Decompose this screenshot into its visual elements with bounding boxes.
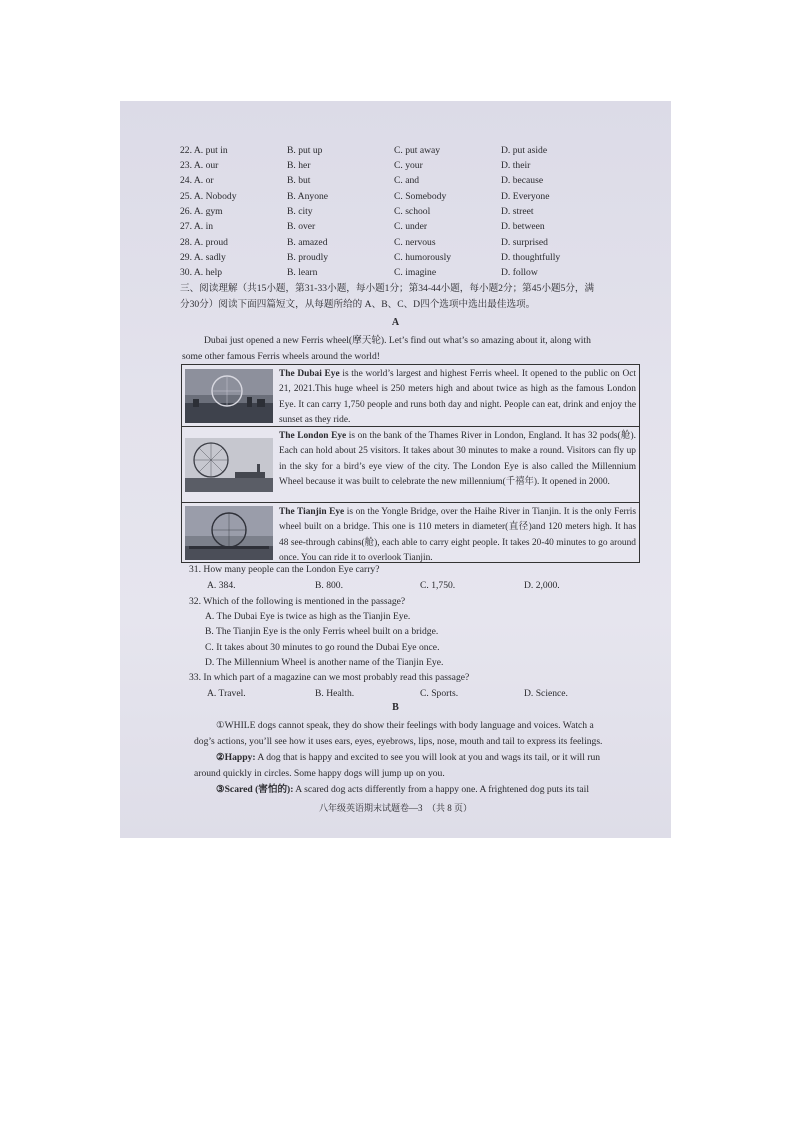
option-choice: B. Anyone [287,191,329,202]
question-31-options: A. 384. B. 800. C. 1,750. D. 2,000. [207,580,560,591]
dubai-eye-photo [185,369,273,423]
option-choice: C. humorously [394,252,452,263]
question-32-option-a: A. The Dubai Eye is twice as high as the Tianjin Eye. [205,611,411,622]
option-row [120,145,671,160]
option-row [120,191,671,206]
option-choice: B. amazed [287,237,328,248]
option-choice: 22. A. put in [180,145,228,156]
option-choice: 28. A. proud [180,237,228,248]
option-choice: D. Everyone [501,191,550,202]
option-choice: D. put aside [501,145,548,156]
option-choice: C. put away [394,145,441,156]
option-row [120,160,671,175]
option-choice: 24. A. or [180,175,214,186]
option-choice: B. city [287,206,313,217]
question-32-option-b: B. The Tianjin Eye is the only Ferris wheel built on a bridge. [205,626,439,637]
tianjin-eye-text: The Tianjin Eye is on the Yongle Bridge, over the Haihe River in Tianjin. It is the only Ferris wheel built on a bridge. This one is 110 meters in diameter(直径)and 120 meters high. It has 48 see-through cabins(舱), each able to carry eight people. It takes 20-40 minutes to go around once. You can ride it to overlook Tianjin. [279,507,636,563]
option-choice: C. imagine [394,267,437,278]
london-eye-box [181,426,640,504]
option-row [120,221,671,236]
passage-a-label: A [391,317,400,328]
option-choice: C. school [394,206,431,217]
london-eye-photo [185,437,273,493]
option-choice: C. and [394,175,420,186]
option-choice: B. her [287,160,311,171]
option-choice: B. but [287,175,311,186]
option-choice: D. because [501,175,544,186]
question-32: 32. Which of the following is mentioned in the passage? [189,596,406,607]
page-footer: 八年级英语期末试题卷—3 （共 8 页） [318,803,472,813]
london-eye-text: The London Eye is on the bank of the Thames River in London, England. It has 32 pods(舱). Each can hold about 25 visitors. It takes about 30 minutes to make a round. Visitors can fly up in the sky for a bird’s eye view of the city. The London Eye is also called the Millennium Wheel because it was built to celebrate the new millennium(千禧年). It opened in 2000. [279,431,636,487]
tianjin-eye-photo [185,505,273,561]
option-choice: B. over [287,221,316,232]
option-choice: D. follow [501,267,538,278]
option-choice: 25. A. Nobody [180,191,237,202]
option-choice: C. under [394,221,428,232]
option-choice: D. street [501,206,534,217]
option-choice: 30. A. help [180,267,223,278]
option-choice: C. Somebody [394,191,447,202]
question-33-options: A. Travel. B. Health. C. Sports. D. Science. [207,688,568,699]
option-choice: 23. A. our [180,160,219,171]
section3-title: 三、阅读理解（共15小题，第31-33小题，每小题1分；第34-44小题，每小题2分；第45小题5分，满 分30分）阅读下面四篇短文，从每题所给的 A、B、C、D四个选项中选出最佳选项。 [180,283,595,310]
option-choice: C. your [394,160,423,171]
tianjin-eye-box [181,502,640,563]
dubai-eye-box [181,364,640,428]
question-33: 33. In which part of a magazine can we most probably read this passage? [189,672,470,683]
option-choice: B. proudly [287,252,329,263]
option-choice: D. thoughtfully [501,252,561,263]
question-32-option-c: C. It takes about 30 minutes to go round the Dubai Eye once. [205,642,440,653]
dubai-eye-text: The Dubai Eye is the world’s largest and highest Ferris wheel. It opened to the public on Oct 21, 2021.This huge wheel is 250 meters high and about twice as high as the famous London Eye. It can carry 1,750 people and runs both day and night. People can eat, drink and enjoy the sunset as they ride. [279,369,636,425]
option-choice: D. their [501,160,531,171]
exam-page [120,101,671,838]
option-choice: D. between [501,221,545,232]
option-choice: B. put up [287,145,323,156]
passage-b-label: B [392,702,399,713]
option-choice: B. learn [287,267,318,278]
passage-a-intro: Dubai just opened a new Ferris wheel(摩天轮). Let’s find out what’s so amazing about it, along with some other famous Ferris wheels around the world! [182,335,591,362]
option-choice: 29. A. sadly [180,252,226,263]
option-choice: C. nervous [394,237,436,248]
option-row [120,267,671,282]
option-row [120,252,671,267]
option-choice: 26. A. gym [180,206,223,217]
option-choice: 27. A. in [180,221,214,232]
option-choice: D. surprised [501,237,548,248]
option-row [120,206,671,221]
option-row [120,175,671,190]
question-31: 31. How many people can the London Eye carry? [189,564,380,575]
passage-b-text: ①WHILE dogs cannot speak, they do show their feelings with body language and voices. Watch a dog’s actions, you’ll see how it uses ears, eyes, eyebrows, lips, nose, mouth and tail to express its feelings. ②Happy: A dog that is happy and excited to see you will look at you and wags its tail, or it will run around quickly in circles. Some happy dogs will jump up on you. ③Scared (害怕的): A scared dog acts differently from a happy one. A frightened dog puts its tail [194,720,603,795]
option-row [120,237,671,252]
question-32-option-d: D. The Millennium Wheel is another name of the Tianjin Eye. [205,657,444,668]
